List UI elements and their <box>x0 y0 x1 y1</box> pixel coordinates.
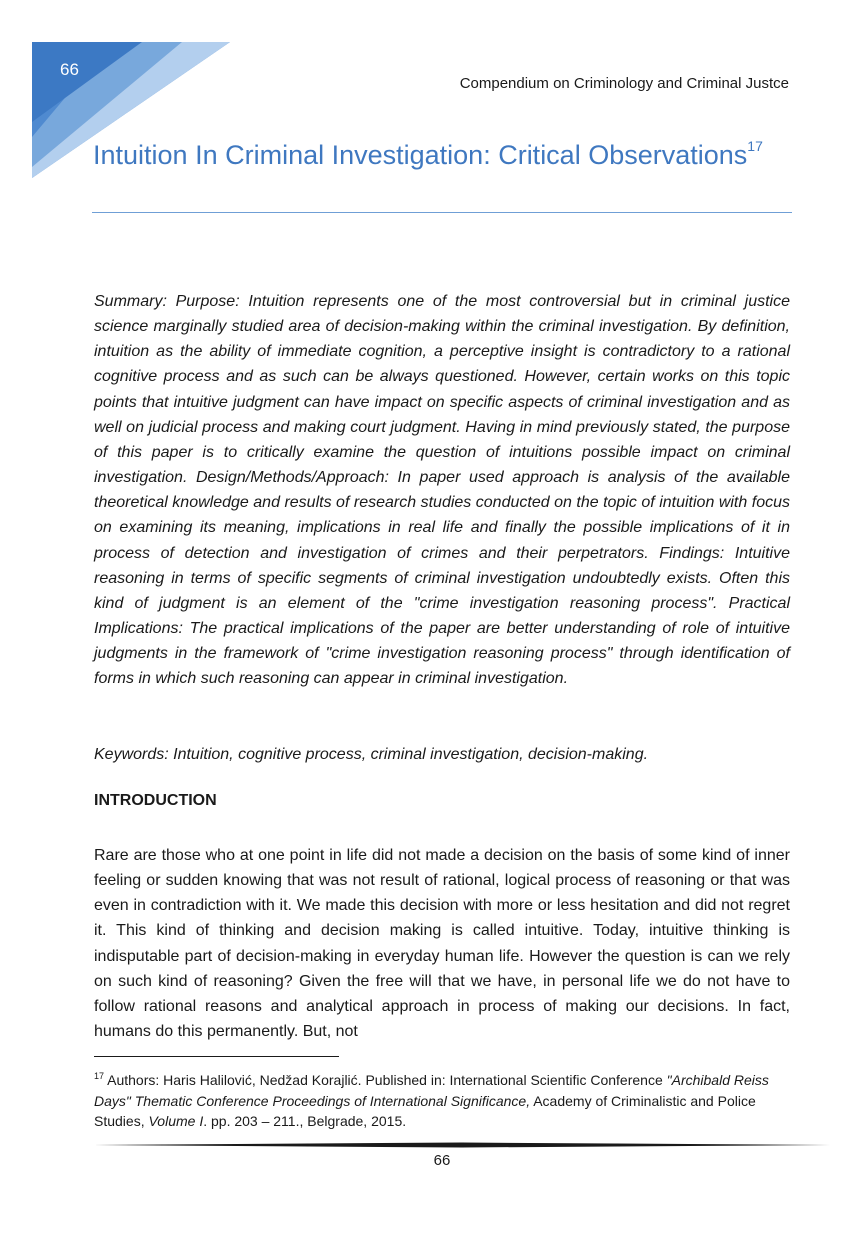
introduction-paragraph: Rare are those who at one point in life did not made a decision on the basis of some kind of inner feeling or sudden knowing that was not result of rational, logical process of reasoning or that was even in contradiction with it. We made this decision with more or less hesitation and did not regret it. This kind of thinking and decision making is called intuitive. Today, intuitive thinking is indisputable part of decision-making in everyday human life. However the question is can we rely on such kind of reasoning? Given the free will that we have, in personal life we do not have to follow rational reasons and analytical approach in process of making our decisions. In fact, humans do this permanently. But, not <box>94 847 790 1041</box>
footnote-divider <box>94 1056 339 1057</box>
title-footnote-marker: 17 <box>747 138 763 154</box>
footnote-text-2: Academy of Criminalistic and Police Studies, <box>94 1092 756 1129</box>
article-title <box>93 138 763 171</box>
footnote-text-3: . pp. 203 – 211., Belgrade, 2015. <box>203 1113 407 1129</box>
footer-divider <box>94 1140 830 1150</box>
footnote <box>94 1066 790 1132</box>
footnote-text-1: Authors: Haris Halilović, Nedžad Korajlić. Published in: International Scientific Conference <box>104 1072 667 1088</box>
keywords-paragraph: Keywords: Intuition, cognitive process, criminal investigation, decision-making. <box>94 746 649 763</box>
article-title-text: Intuition In Criminal Investigation: Critical Observations <box>93 140 748 170</box>
footnote-marker: 17 <box>94 1071 105 1081</box>
section-heading: INTRODUCTION <box>94 792 217 809</box>
page-number-bottom: 66 <box>433 1152 451 1169</box>
footnote-proceedings-title: "Archibald Reiss Days" Thematic Conference Proceedings of International Significance, <box>94 1072 769 1109</box>
summary-paragraph: Summary: Purpose: Intuition represents one of the most controversial but in criminal justice science marginally studied area of decision-making within the criminal investigation. By definition, intuition as the ability of immediate cognition, a perceptive insight is contradictory to a rational cognitive process and as such can be always questioned. However, certain works on this topic points that intuitive judgment can have impact on specific aspects of criminal investigation and as well on judicial process and making court judgment. Having in mind previously stated, the purpose of this paper is to critically examine the question of intuitions possible impact on criminal investigation. Design/Methods/Approach: In paper used approach is analysis of the available theoretical knowledge and results of research studies conducted on the topic of intuition with focus on examining its meaning, implications in real life and finally the possible implications of it in process of detection and investigation of crimes and their perpetrators. Findings: Intuitive reasoning in terms of specific segments of criminal investigation undoubtedly exists. Often this kind of judgment is an element of the "crime investigation reasoning process". Practical Implications: The practical implications of the paper are better understanding of role of intuitive judgments in the framework of "crime investigation reasoning process" through identification of forms in which such reasoning can appear in criminal investigation. <box>94 293 790 688</box>
page-number-top: 66 <box>60 60 79 79</box>
running-title: Compendium on Criminology and Criminal Justce <box>459 75 789 92</box>
title-divider <box>92 212 792 213</box>
footnote-volume: Volume I <box>148 1113 204 1129</box>
article-authors: Haris Halilović, Nedžad Korajlić <box>93 176 469 206</box>
